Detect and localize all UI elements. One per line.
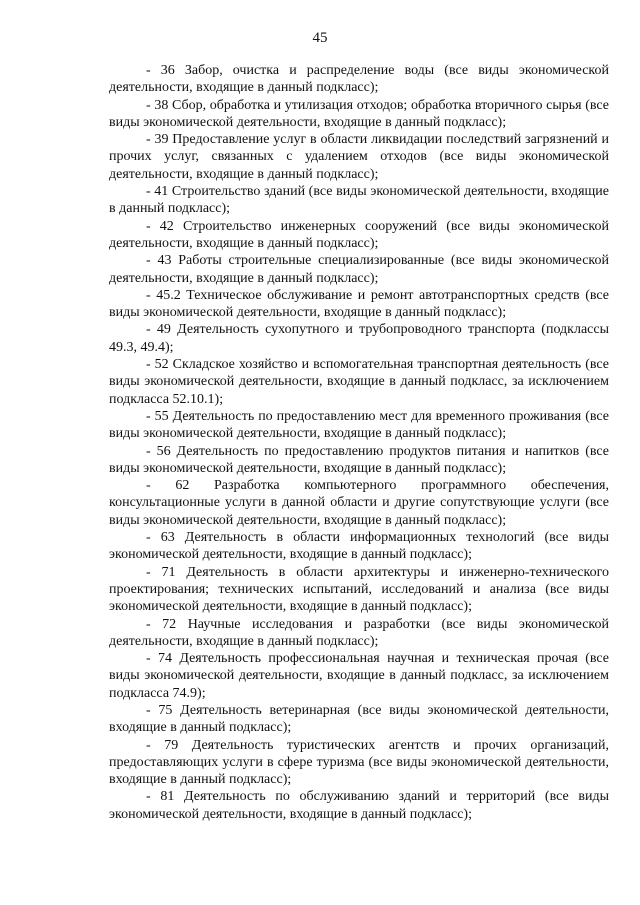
list-item: - 39 Предоставление услуг в области ликвидации последствий загрязнений и прочих услуг, связанных с удалением отходов (все виды экономической деятельности, входящие в данный подкласс); [109,132,609,182]
list-item: - 42 Строительство инженерных сооружений (все виды экономической деятельности, входящие в данный подкласс); [109,218,609,251]
list-item: - 52 Складское хозяйство и вспомогательная транспортная деятельность (все виды экономической деятельности, входящие в данный подкласс, за исключением подкласса 52.10.1); [109,357,609,407]
list-item: - 62 Разработка компьютерного программного обеспечения, консультационные услуги в данной области и другие сопутствующие услуги (все виды экономической деятельности, входящие в данный подкласс); [109,478,609,528]
list-item: - 43 Работы строительные специализированные (все виды экономической деятельности, входящие в данный подкласс); [109,253,609,286]
page-number: 45 [312,30,328,46]
list-item: - 56 Деятельность по предоставлению продуктов питания и напитков (все виды экономической деятельности, входящие в данный подкласс); [109,443,609,476]
list-item: - 41 Строительство зданий (все виды экономической деятельности, входящие в данный подкласс); [109,184,609,217]
okved-list [109,62,609,823]
list-item: - 74 Деятельность профессиональная научная и техническая прочая (все виды экономической деятельности, входящие в данный подкласс, за исключением подкласса 74.9); [109,651,609,701]
list-item: - 45.2 Техническое обслуживание и ремонт автотранспортных средств (все виды экономической деятельности, входящие в данный подкласс); [109,287,609,321]
list-item: - 72 Научные исследования и разработки (все виды экономической деятельности, входящие в данный подкласс); [109,616,609,649]
list-item: - 71 Деятельность в области архитектуры и инженерно-технического проектирования; технических испытаний, исследований и анализа (все виды экономической деятельности, входящие в данный подкласс); [109,564,609,615]
list-item: - 79 Деятельность туристических агентств и прочих организаций, предоставляющих услуги в сфере туризма (все виды экономической деятельности, входящие в данный подкласс); [109,737,609,788]
list-item: - 63 Деятельность в области информационных технологий (все виды экономической деятельности, входящие в данный подкласс); [109,530,609,563]
list-item: - 75 Деятельность ветеринарная (все виды экономической деятельности, входящие в данный подкласс); [109,702,609,736]
list-item: - 55 Деятельность по предоставлению мест для временного проживания (все виды экономической деятельности, входящие в данный подкласс); [109,408,609,442]
list-item: - 49 Деятельность сухопутного и трубопроводного транспорта (подклассы 49.3, 49.4); [109,322,609,355]
list-item: - 81 Деятельность по обслуживанию зданий и территорий (все виды экономической деятельности, входящие в данный подкласс); [109,789,609,822]
list-item: - 38 Сбор, обработка и утилизация отходов; обработка вторичного сырья (все виды экономической деятельности, входящие в данный подкласс); [109,97,609,130]
list-item: - 36 Забор, очистка и распределение воды (все виды экономической деятельности, входящие в данный подкласс); [109,63,609,96]
